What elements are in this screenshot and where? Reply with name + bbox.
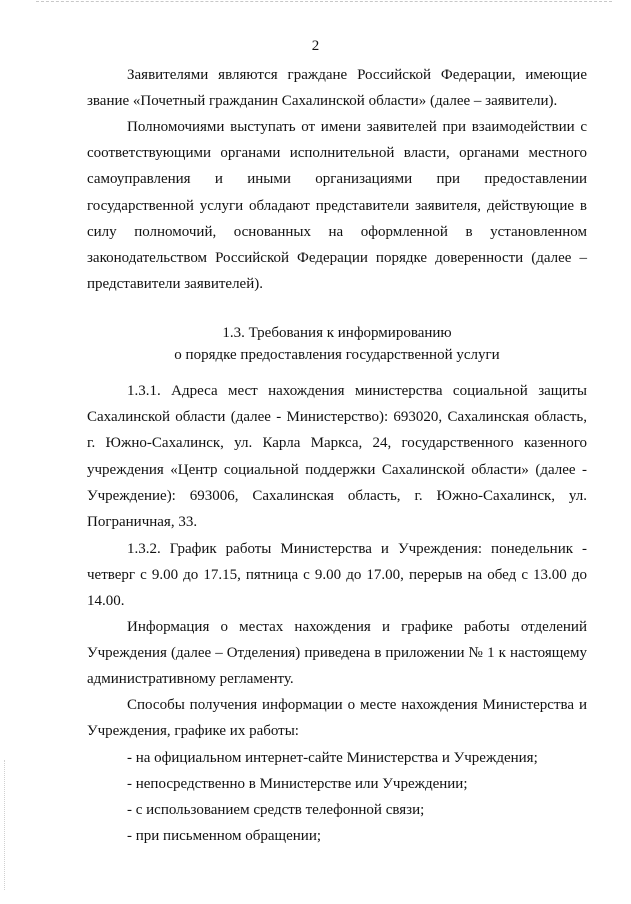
paragraph-representatives: Полномочиями выступать от имени заявителей при взаимодействии с соответствующими органами исполнительной власти, органами местного самоуправления и иными организациями при предоставлении государственной услуги обладают представители заявителя, действующие в силу полномочий, основанных на оформленной в установленном законодательством Российской Федерации порядке доверенности (далее – представители заявителей).	[87, 119, 587, 293]
section-heading-line-1: 1.3. Требования к информированию	[222, 325, 452, 341]
paragraph-info-methods: Способы получения информации о месте нахождения Министерства и Учреждения, графике их работы:	[87, 697, 587, 740]
scan-margin-line	[4, 760, 5, 890]
section-heading	[87, 322, 587, 366]
list-item: - на официальном интернет-сайте Министерства и Учреждения;	[127, 750, 538, 766]
list-item: - непосредственно в Министерстве или Учреждении;	[127, 776, 468, 792]
page-number: 2	[311, 38, 320, 54]
list-item: - при письменном обращении;	[127, 828, 322, 844]
scan-edge-line	[36, 1, 612, 2]
paragraph-schedule: 1.3.2. График работы Министерства и Учреждения: понедельник - четверг с 9.00 до 17.15, пятница с 9.00 до 17.00, перерыв на обед с 13.00 до 14.00.	[87, 541, 587, 610]
paragraph-applicants: Заявителями являются граждане Российской Федерации, имеющие звание «Почетный гражданин Сахалинской области» (далее – заявители).	[87, 67, 587, 110]
section-heading-line-2: о порядке предоставления государственной услуги	[174, 347, 500, 363]
paragraph-branches-info: Информация о местах нахождения и графике работы отделений Учреждения (далее – Отделения) приведена в приложении № 1 к настоящему административному регламенту.	[87, 619, 587, 688]
paragraph-addresses: 1.3.1. Адреса мест нахождения министерства социальной защиты Сахалинской области (далее - Министерство): 693020, Сахалинская область, г. Южно-Сахалинск, ул. Карла Маркса, 24, государственного казенного учреждения «Центр социальной поддержки Сахалинской области» (далее - Учреждение): 693006, Сахалинская область, г. Южно-Сахалинск, ул. Пограничная, 33.	[87, 383, 587, 531]
list-item: - с использованием средств телефонной связи;	[127, 802, 425, 818]
